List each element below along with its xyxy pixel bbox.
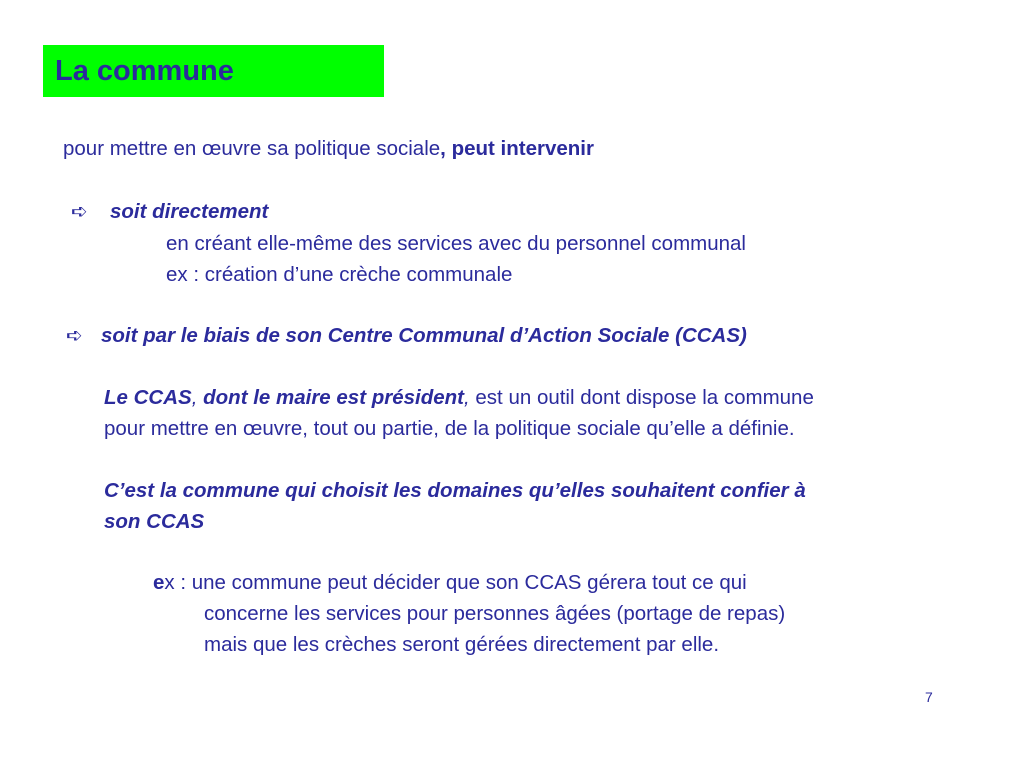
ccas-line1 — [104, 388, 814, 409]
ccas-line2: pour mettre en œuvre, tout ou partie, de la politique sociale qu’elle a définie. — [104, 417, 795, 440]
exemple-text: x : une commune peut décider que son CCAS gérera tout ce qui — [164, 571, 747, 594]
page-number: 7 — [925, 689, 933, 705]
choix-line2: son CCAS — [104, 510, 205, 533]
arrow-bullet-icon: ➪ — [66, 325, 83, 347]
exemple-line2: concerne les services pour personnes âgées (portage de repas) — [204, 602, 786, 625]
bullet2-heading: soit par le biais de son Centre Communal d’Action Sociale (CCAS) — [101, 324, 747, 347]
ccas-part2: , — [191, 386, 198, 409]
intro-bold: , peut intervenir — [440, 137, 594, 160]
intro-text: pour mettre en œuvre sa politique sociale — [63, 137, 441, 160]
exemple-line1 — [153, 573, 747, 594]
choix-line1: C’est la commune qui choisit les domaines qu’elles souhaitent confier à — [104, 479, 806, 502]
exemple-first-letter: e — [153, 571, 165, 594]
ccas-part3: dont le maire est président — [203, 386, 464, 409]
ccas-part4: , — [464, 386, 470, 409]
title-banner — [43, 45, 384, 97]
arrow-bullet-icon: ➪ — [71, 201, 88, 223]
ccas-part5: est un outil dont dispose la commune — [469, 386, 814, 409]
bullet1-line1: en créant elle-même des services avec du personnel communal — [166, 232, 746, 255]
intro-line — [63, 139, 594, 160]
slide-title: La commune — [55, 55, 234, 87]
exemple-line3: mais que les crèches seront gérées directement par elle. — [204, 633, 720, 656]
bullet1-heading: soit directement — [110, 200, 269, 223]
ccas-part1: Le CCAS — [104, 386, 192, 409]
bullet1-line2: ex : création d’une crèche communale — [166, 263, 513, 286]
